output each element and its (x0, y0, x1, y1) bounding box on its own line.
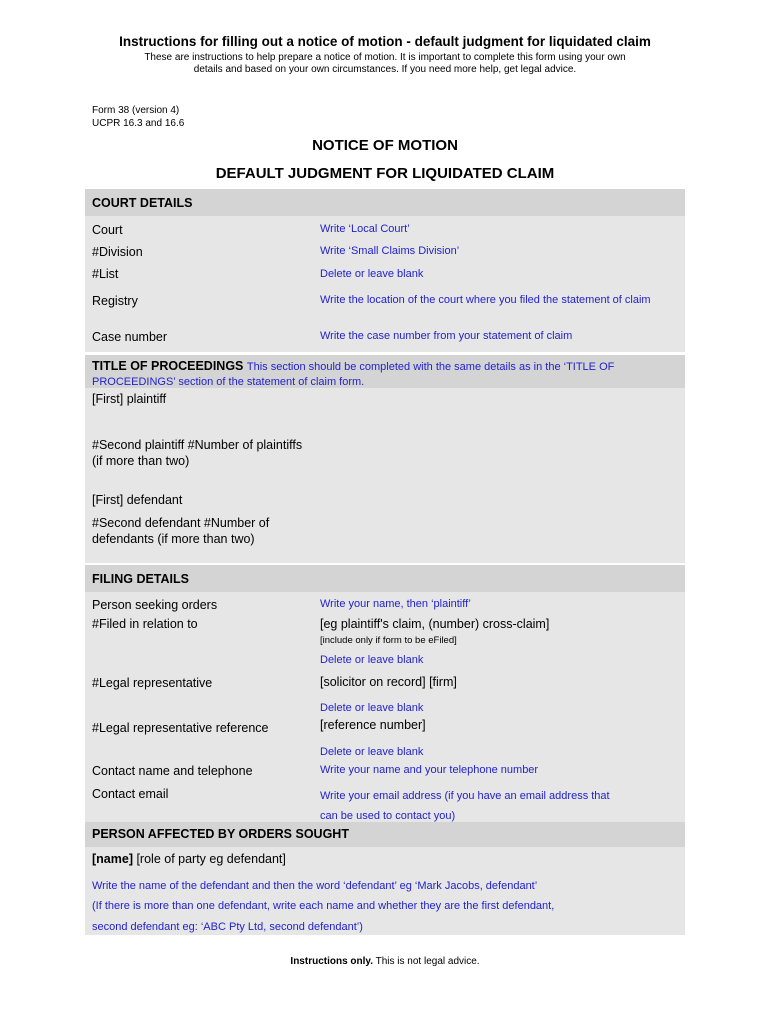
legal-representative-instruction: Delete or leave blank (320, 702, 424, 714)
person-affected-instruction-2: (If there is more than one defendant, write each name and whether they are the first defendant, (92, 900, 555, 912)
division-value[interactable]: Write ‘Small Claims Division’ (320, 245, 460, 257)
second-plaintiff[interactable]: #Second plaintiff #Number of plaintiffs (if more than two) (92, 438, 303, 468)
person-affected-role: [role of party eg defendant] (132, 852, 286, 866)
court-label: Court (92, 223, 123, 237)
first-defendant[interactable]: [First] defendant (92, 493, 183, 507)
person-affected-instruction-1: Write the name of the defendant and then the word ‘defendant’ eg ‘Mark Jacobs, defendant’ (92, 880, 538, 892)
contact-name-label: Contact name and telephone (92, 764, 253, 778)
form-number: Form 38 (version 4) (92, 105, 180, 116)
legal-reference-label: #Legal representative reference (92, 721, 269, 735)
person-affected-name-placeholder: [name] (92, 852, 133, 866)
footer-bold: Instructions only. (290, 956, 374, 967)
title-of-proceedings-note: This section should be completed with the same details as in the ‘TITLE OF PROCEEDINGS’ section of the statement of claim form. (92, 361, 615, 388)
contact-email-label: Contact email (92, 787, 169, 801)
legal-representative-value[interactable]: [solicitor on record] [firm] (320, 675, 457, 689)
case-number-value[interactable]: Write the case number from your statement of claim (320, 330, 573, 342)
contact-name-value[interactable]: Write your name and your telephone number (320, 764, 539, 776)
court-details-heading: COURT DETAILS (92, 196, 193, 210)
form-meta (92, 104, 184, 130)
footer-disclaimer (0, 956, 770, 967)
footer-rest: This is not legal advice. (373, 956, 480, 967)
registry-value[interactable]: Write the location of the court where you filed the statement of claim (320, 294, 651, 306)
contact-email-line-1: Write your email address (if you have an email address that (320, 790, 610, 802)
person-affected-name[interactable] (92, 851, 286, 867)
registry-label: Registry (92, 294, 138, 308)
division-label: #Division (92, 245, 143, 259)
filed-in-relation-instruction: Delete or leave blank (320, 654, 424, 666)
list-value[interactable]: Delete or leave blank (320, 268, 424, 280)
form-subtitle: DEFAULT JUDGMENT FOR LIQUIDATED CLAIM (215, 165, 555, 182)
person-affected-instruction-3: second defendant eg: ‘ABC Pty Ltd, second defendant’) (92, 921, 363, 933)
legal-representative-label: #Legal representative (92, 676, 213, 690)
legal-reference-value[interactable]: [reference number] (320, 718, 426, 732)
form-title: NOTICE OF MOTION (312, 137, 458, 154)
case-number-label: Case number (92, 330, 168, 344)
person-affected-heading: PERSON AFFECTED BY ORDERS SOUGHT (92, 827, 349, 841)
contact-email-value[interactable] (320, 786, 680, 826)
title-of-proceedings-heading-block (92, 359, 682, 389)
subtitle-line-2: details and based on your own circumstances. If you need more help, get legal advice. (193, 64, 577, 75)
person-seeking-orders-label: Person seeking orders (92, 598, 218, 612)
instructions-subtitle (95, 52, 675, 76)
subtitle-line-1: These are instructions to help prepare a notice of motion. It is important to complete this form using your own (144, 52, 626, 63)
list-label: #List (92, 267, 119, 281)
first-plaintiff[interactable]: [First] plaintiff (92, 392, 167, 406)
filed-in-relation-label: #Filed in relation to (92, 617, 198, 631)
person-seeking-orders-value[interactable]: Write your name, then ‘plaintiff’ (320, 598, 471, 610)
filing-details-heading: FILING DETAILS (92, 572, 189, 586)
filed-in-relation-note: [include only if form to be eFiled] (320, 635, 457, 646)
title-of-proceedings-heading: TITLE OF PROCEEDINGS (92, 359, 244, 373)
form-rule: UCPR 16.3 and 16.6 (92, 118, 185, 129)
filed-in-relation-value[interactable]: [eg plaintiff's claim, (number) cross-claim] (320, 617, 550, 631)
legal-reference-instruction: Delete or leave blank (320, 746, 424, 758)
instructions-title: Instructions for filling out a notice of motion - default judgment for liquidated claim (119, 34, 651, 49)
court-value[interactable]: Write ‘Local Court’ (320, 223, 410, 235)
contact-email-line-2: can be used to contact you) (320, 810, 456, 822)
second-defendant[interactable]: #Second defendant #Number of defendants (if more than two) (92, 516, 270, 546)
